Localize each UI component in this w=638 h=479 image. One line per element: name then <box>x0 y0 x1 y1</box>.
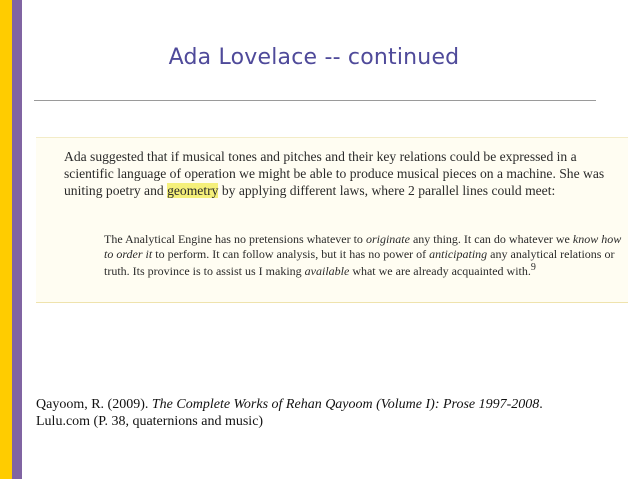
lovelace-quote <box>104 232 626 279</box>
slide-title: Ada Lovelace -- continued <box>168 45 460 70</box>
quote-emphasis: originate <box>365 232 410 246</box>
title-divider <box>34 100 596 101</box>
footnote-marker: 9 <box>530 262 536 274</box>
citation-publisher: . Lulu.com (P. 38, quaternions and music) <box>36 397 543 429</box>
quote-text: any thing. It can do whatever we <box>409 232 573 246</box>
quote-emphasis: anticipating <box>429 246 488 261</box>
quote-emphasis: available <box>304 264 350 279</box>
accent-bar-purple <box>12 0 22 479</box>
excerpt-text-before: Ada suggested that if musical tones and pitches and their key relations could be expressed in a scientific language of operation we might be able to produce musical pieces on a machine. She was uniting poetry and <box>64 149 605 198</box>
excerpt-paragraph <box>64 148 619 199</box>
quote-text: to perform. It can follow analysis, but it has no power of <box>152 246 430 261</box>
book-excerpt-image <box>36 137 628 303</box>
excerpt-text-after: by applying different laws, where 2 parallel lines could meet: <box>218 183 556 198</box>
highlighted-word: geometry <box>167 183 219 198</box>
citation-authors: Qayoom, R. (2009). <box>36 397 152 412</box>
quote-emphasis: know how to order it <box>104 232 622 261</box>
citation-book-title: The Complete Works of Rehan Qayoom (Volume I): Prose 1997-2008 <box>151 397 540 412</box>
accent-bar-yellow <box>0 0 12 479</box>
quote-text: what we are already acquainted with. <box>349 264 531 279</box>
quote-text: any analytical relations or truth. Its province is to assist us I making <box>104 246 615 279</box>
quote-text: The Analytical Engine has no pretensions whatever to <box>104 232 366 246</box>
citation <box>36 396 596 430</box>
